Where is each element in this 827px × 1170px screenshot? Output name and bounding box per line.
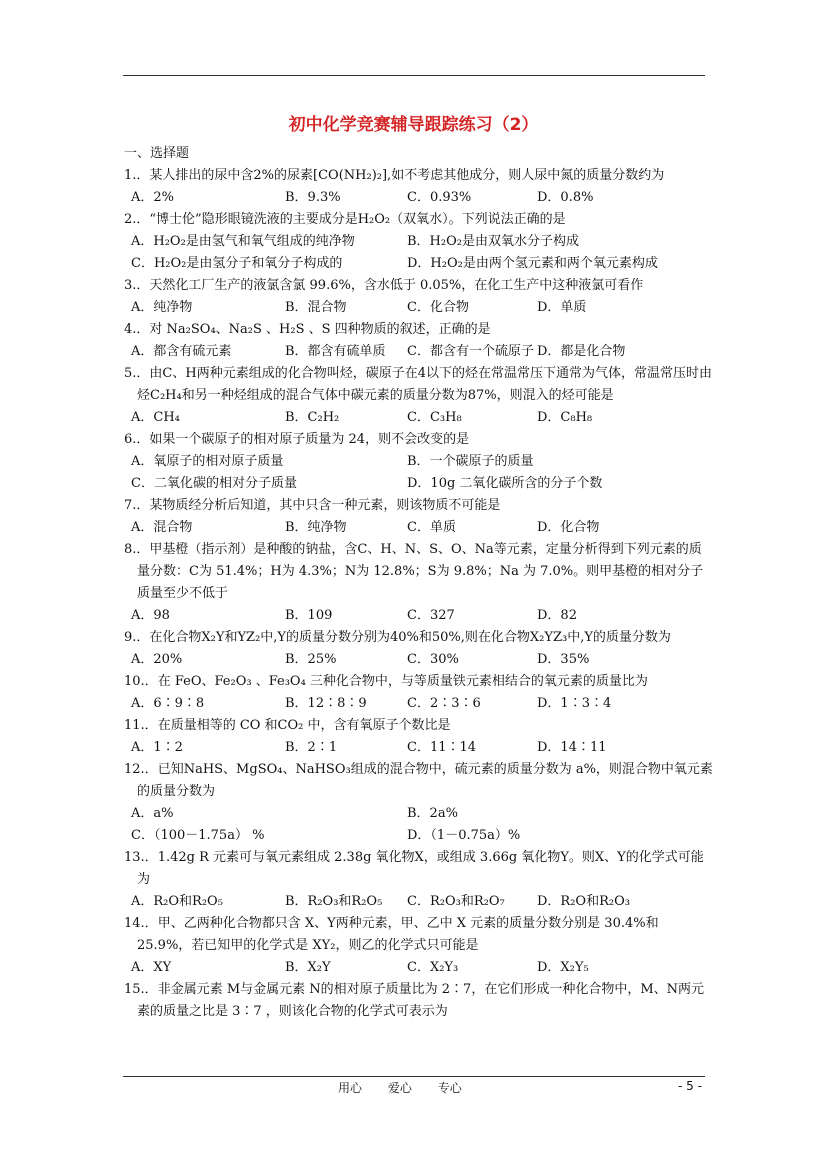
question-stem: 对 Na₂SO₄、Na₂S 、H₂S 、S 四种物质的叙述，正确的是 xyxy=(149,322,491,337)
option-d: D．单质 xyxy=(537,300,587,315)
question-stem: 在化合物X₂Y和YZ₂中,Y的质量分数分别为40%和50%,则在化合物X₂YZ₃中,Y的质量分数为 xyxy=(149,630,671,645)
options-row xyxy=(131,693,714,715)
question-stem: 非金属元素 M与金属元素 N的相对原子质量比为 2∶7，在它们形成一种化合物中，M、N两元素的质量之比是 3∶7 ，则该化合物的化学式可表示为 xyxy=(137,982,704,1019)
question-11 xyxy=(124,715,714,759)
option-d: D．C₈H₈ xyxy=(537,410,593,425)
question-text xyxy=(124,429,714,451)
options-row xyxy=(131,451,714,473)
option-b: B．2∶1 xyxy=(285,740,338,755)
footer-motto-2: 爱心 xyxy=(387,1081,412,1095)
page-title: 初中化学竞赛辅导跟踪练习（2） xyxy=(288,115,539,135)
footer-rule xyxy=(123,1076,705,1077)
question-text xyxy=(124,275,714,297)
option-a: A．1∶2 xyxy=(131,740,183,755)
option-a: A．98 xyxy=(131,608,170,623)
question-text xyxy=(124,979,714,1023)
header-rule xyxy=(123,75,705,76)
page-number: - 5 - xyxy=(678,1079,702,1093)
options-row xyxy=(131,957,714,979)
option-b: B．一个碳原子的质量 xyxy=(407,454,534,469)
question-number: 3.． xyxy=(124,278,150,293)
option-b: B．12∶8∶9 xyxy=(285,696,367,711)
option-a: A．a% xyxy=(131,806,174,821)
question-stem: “博士伦”隐形眼镜洗液的主要成分是H₂O₂（双氧水）。下列说法正确的是 xyxy=(149,212,566,227)
options-row xyxy=(131,825,714,847)
option-a: A．都含有硫元素 xyxy=(131,344,232,359)
options-row xyxy=(131,297,714,319)
options-row xyxy=(131,517,714,539)
options-row xyxy=(131,187,714,209)
question-stem: 某人排出的尿中含2%的尿素[CO(NH₂)₂],如不考虑其他成分，则人尿中氮的质量分数约为 xyxy=(149,168,665,183)
option-a: A．6∶9∶8 xyxy=(131,696,205,711)
question-number: 13.． xyxy=(124,850,158,865)
option-a: A．H₂O₂是由氢气和氧气组成的纯净物 xyxy=(131,234,355,249)
option-a: A．纯净物 xyxy=(131,300,193,315)
question-text xyxy=(124,319,714,341)
question-number: 11.． xyxy=(124,718,158,733)
question-text xyxy=(124,165,714,187)
question-text xyxy=(124,363,714,407)
option-c: C．化合物 xyxy=(407,300,469,315)
question-text xyxy=(124,209,714,231)
option-d: D．都是化合物 xyxy=(537,344,626,359)
option-b: B．H₂O₂是由双氧水分子构成 xyxy=(407,234,579,249)
option-a: A．CH₄ xyxy=(131,410,180,425)
option-c: C．单质 xyxy=(407,520,456,535)
options-row xyxy=(131,341,714,363)
option-d: D．82 xyxy=(537,608,577,623)
option-d: D．H₂O₂是由两个氢元素和两个氧元素构成 xyxy=(407,256,658,271)
option-b: B．C₂H₂ xyxy=(285,410,340,425)
question-number: 8.． xyxy=(124,542,150,557)
option-c: C．R₂O₃和R₂O₇ xyxy=(407,894,505,909)
question-text xyxy=(124,671,714,693)
option-b: B．2a% xyxy=(407,806,458,821)
question-stem: 由C、H两种元素组成的化合物叫烃，碳原子在4以下的烃在常温常压下通常为气体，常温常压时由烃C₂H₄和另一种烃组成的混合气体中碳元素的质量分数为87%，则混入的烃可能是 xyxy=(137,366,712,403)
option-a: A．混合物 xyxy=(131,520,193,535)
option-b: B．25% xyxy=(285,652,337,667)
option-c: C．（100－1.75a） % xyxy=(131,828,265,843)
question-stem: 如果一个碳原子的相对原子质量为 24，则不会改变的是 xyxy=(149,432,470,447)
option-c: C．C₃H₈ xyxy=(407,410,462,425)
options-row xyxy=(131,253,714,275)
question-number: 1.． xyxy=(124,168,150,183)
question-13 xyxy=(124,847,714,913)
option-d: D．X₂Y₅ xyxy=(537,960,589,975)
option-b: B．R₂O₃和R₂O₅ xyxy=(285,894,383,909)
options-row xyxy=(131,649,714,671)
option-d: D．14∶11 xyxy=(537,740,607,755)
question-8 xyxy=(124,539,714,627)
question-stem: 某物质经分析后知道，其中只含一种元素，则该物质不可能是 xyxy=(149,498,501,513)
question-4 xyxy=(124,319,714,363)
question-list xyxy=(124,165,714,1023)
option-a: A．R₂O和R₂O₅ xyxy=(131,894,223,909)
section-heading: 一、选择题 xyxy=(124,146,190,161)
option-c: C．H₂O₂是由氢分子和氧分子构成的 xyxy=(131,256,343,271)
option-b: B．都含有硫单质 xyxy=(285,344,386,359)
question-text xyxy=(124,715,714,737)
option-a: A．2% xyxy=(131,190,175,205)
question-number: 4.． xyxy=(124,322,150,337)
question-number: 7.． xyxy=(124,498,150,513)
footer-motto xyxy=(338,1079,484,1096)
option-c: C．2∶3∶6 xyxy=(407,696,481,711)
options-row xyxy=(131,803,714,825)
option-d: D．R₂O和R₂O₃ xyxy=(537,894,630,909)
option-d: D．1∶3∶4 xyxy=(537,696,612,711)
options-row xyxy=(131,407,714,429)
question-15 xyxy=(124,979,714,1023)
option-b: B．混合物 xyxy=(285,300,347,315)
options-row xyxy=(131,231,714,253)
option-d: D．化合物 xyxy=(537,520,600,535)
question-stem: 甲基橙（指示剂）是种酸的钠盐，含C、H、N、S、O、Na等元素，定量分析得到下列元素的质量分数：C为 51.4%；H为 4.3%；N为 12.8%；S为 9.8%；Na 为 7.0%。则甲基橙的相对分子质量至少不低于 xyxy=(137,542,704,601)
footer-motto-1: 用心 xyxy=(338,1081,363,1095)
question-stem: 在质量相等的 CO 和CO₂ 中，含有氧原子个数比是 xyxy=(157,718,451,733)
question-stem: 已知NaHS、MgSO₄、NaHSO₃组成的混合物中，硫元素的质量分数为 a%，则混合物中氧元素的质量分数为 xyxy=(137,762,713,799)
option-d: D．10g 二氧化碳所含的分子个数 xyxy=(407,476,603,491)
question-10 xyxy=(124,671,714,715)
question-stem: 甲、乙两种化合物都只含 X、Y两种元素，甲、乙中 X 元素的质量分数分别是 30.4%和 25.9%，若已知甲的化学式是 XY₂，则乙的化学式只可能是 xyxy=(137,916,659,953)
option-d: D．35% xyxy=(537,652,590,667)
option-b: B．109 xyxy=(285,608,333,623)
question-stem: 在 FeO、Fe₂O₃ 、Fe₃O₄ 三种化合物中，与等质量铁元素相结合的氧元素的质量比为 xyxy=(157,674,648,689)
question-number: 12.． xyxy=(124,762,158,777)
option-c: C．30% xyxy=(407,652,459,667)
question-5 xyxy=(124,363,714,429)
options-row xyxy=(131,473,714,495)
question-7 xyxy=(124,495,714,539)
option-c: C．0.93% xyxy=(407,190,472,205)
question-14 xyxy=(124,913,714,979)
question-text xyxy=(124,759,714,803)
question-text xyxy=(124,627,714,649)
question-stem: 1.42g R 元素可与氧元素组成 2.38g 氧化物X，或组成 3.66g 氧化物Y。则X、Y的化学式可能为 xyxy=(137,850,704,887)
options-row xyxy=(131,891,714,913)
question-6 xyxy=(124,429,714,495)
question-1 xyxy=(124,165,714,209)
option-c: C．11∶14 xyxy=(407,740,477,755)
question-number: 9.． xyxy=(124,630,150,645)
question-3 xyxy=(124,275,714,319)
question-number: 5.． xyxy=(124,366,150,381)
option-d: D．0.8% xyxy=(537,190,594,205)
option-b: B．X₂Y xyxy=(285,960,331,975)
footer-motto-3: 专心 xyxy=(437,1081,462,1095)
option-c: C．X₂Y₃ xyxy=(407,960,459,975)
question-text xyxy=(124,495,714,517)
question-number: 10.． xyxy=(124,674,158,689)
question-text xyxy=(124,847,714,891)
option-c: C．二氧化碳的相对分子质量 xyxy=(131,476,297,491)
option-b: B．9.3% xyxy=(285,190,341,205)
option-b: B．纯净物 xyxy=(285,520,347,535)
document-body xyxy=(124,143,714,1023)
option-c: C．327 xyxy=(407,608,455,623)
question-12 xyxy=(124,759,714,847)
question-stem: 天然化工厂生产的液氯含氯 99.6%，含水低于 0.05%，在化工生产中这种液氯可看作 xyxy=(149,278,644,293)
question-text xyxy=(124,539,714,605)
question-9 xyxy=(124,627,714,671)
option-a: A．氧原子的相对原子质量 xyxy=(131,454,284,469)
options-row xyxy=(131,737,714,759)
option-c: C．都含有一个硫原子 xyxy=(407,344,534,359)
question-number: 15.． xyxy=(124,982,158,997)
option-a: A．XY xyxy=(131,960,172,975)
question-number: 2.． xyxy=(124,212,150,227)
question-number: 6.． xyxy=(124,432,150,447)
option-d: D．（1－0.75a）% xyxy=(407,828,521,843)
question-text xyxy=(124,913,714,957)
options-row xyxy=(131,605,714,627)
question-2 xyxy=(124,209,714,275)
option-a: A．20% xyxy=(131,652,183,667)
question-number: 14.． xyxy=(124,916,158,931)
